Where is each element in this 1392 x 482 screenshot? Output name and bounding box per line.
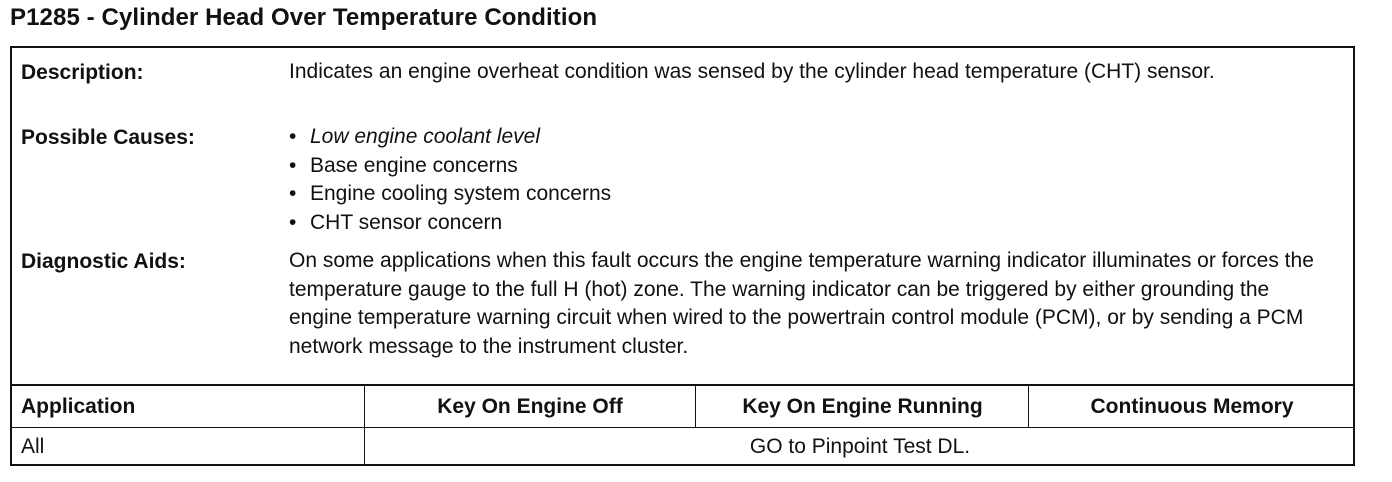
description-text: Indicates an engine overheat condition was sensed by the cylinder head temperature (CHT) sensor. — [289, 60, 1215, 83]
diagnostic-aids-label: Diagnostic Aids: — [21, 250, 186, 273]
cause-text: Engine cooling system concerns — [310, 182, 612, 205]
application-table — [12, 384, 1353, 466]
column-divider — [1028, 386, 1029, 427]
list-item — [289, 152, 1349, 181]
header-key-on-engine-off: Key On Engine Off — [437, 395, 623, 418]
diagnostic-aids-text: On some applications when this fault occurs the engine temperature warning indicator illuminates or forces the temperature gauge to the full H (hot) zone. The warning indicator can be triggered by either grounding the engine temperature warning circuit when wired to the powertrain control module (PCM), or by sending a PCM network message to the instrument cluster. — [289, 249, 1314, 358]
bullet-icon: • — [289, 182, 297, 205]
column-divider — [695, 386, 696, 427]
bullet-icon: • — [289, 125, 297, 148]
possible-causes-list — [289, 123, 1349, 237]
bullet-icon: • — [289, 153, 297, 177]
list-item — [289, 209, 1349, 238]
possible-causes-label: Possible Causes: — [21, 126, 195, 149]
header-application: Application — [21, 395, 136, 418]
header-key-on-engine-running: Key On Engine Running — [742, 395, 983, 418]
table-row-application: All — [21, 435, 45, 458]
description-label: Description: — [21, 61, 144, 84]
bullet-icon: • — [289, 210, 297, 234]
cause-text: Base engine concerns — [310, 153, 518, 177]
list-item — [289, 123, 1349, 152]
list-item — [289, 180, 1349, 209]
header-continuous-memory: Continuous Memory — [1090, 395, 1294, 418]
dtc-info-box — [10, 46, 1355, 466]
cause-text: Low engine coolant level — [310, 125, 540, 148]
table-row-action: GO to Pinpoint Test DL. — [749, 435, 971, 458]
page-title: P1285 - Cylinder Head Over Temperature Condition — [10, 4, 598, 31]
cause-text: CHT sensor concern — [310, 210, 503, 234]
